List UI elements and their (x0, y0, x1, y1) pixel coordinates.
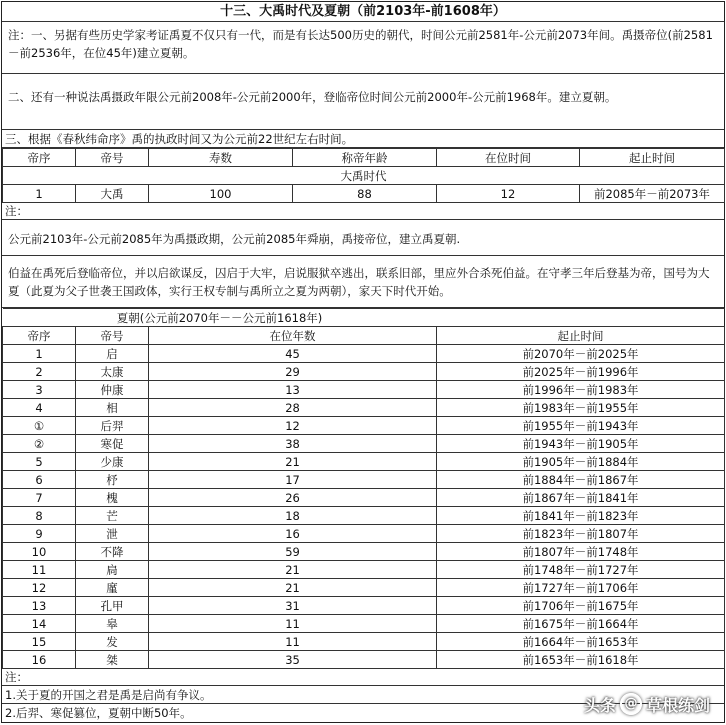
table-row (3, 651, 725, 669)
cell-name: 芒 (76, 507, 149, 525)
table-row (3, 507, 725, 525)
yu-table-caption: 大禹时代 (3, 167, 725, 185)
cell-order: 1 (3, 345, 76, 363)
cell-period: 前2085年－前2073年 (580, 185, 725, 203)
header-cell: 起止时间 (437, 327, 725, 345)
cell-name: 杼 (76, 471, 149, 489)
cell-order: 8 (3, 507, 76, 525)
cell-order: 14 (3, 615, 76, 633)
cell-name: 泄 (76, 525, 149, 543)
watermark-name: 草根练剑 (645, 695, 710, 715)
at-icon: @ (620, 693, 642, 715)
yu-table-caption-row (3, 167, 725, 185)
table-row (3, 633, 725, 651)
header-cell: 在位时间 (437, 149, 580, 167)
cell-years: 59 (149, 543, 437, 561)
cell-reign: 12 (437, 185, 580, 203)
xia-table-body (3, 345, 725, 669)
cell-name: 桀 (76, 651, 149, 669)
cell-period: 前1664年－前1653年 (437, 633, 725, 651)
yu-paragraph-1: 公元前2103年-公元前2085年为禹摄政期，公元前2085年舜崩，禹接帝位，建立禹夏朝. (2, 220, 724, 256)
table-row (3, 417, 725, 435)
header-cell: 帝序 (3, 327, 76, 345)
cell-years: 16 (149, 525, 437, 543)
cell-order: 12 (3, 579, 76, 597)
cell-years: 21 (149, 561, 437, 579)
header-cell: 帝号 (76, 149, 149, 167)
xia-dynasty-table (2, 308, 725, 669)
header-cell: 帝序 (3, 149, 76, 167)
cell-name: 大禹 (76, 185, 149, 203)
cell-order: ② (3, 435, 76, 453)
cell-period: 前1807年－前1748年 (437, 543, 725, 561)
header-cell: 寿数 (149, 149, 293, 167)
table-row (3, 345, 725, 363)
cell-name: 孔甲 (76, 597, 149, 615)
cell-name: 仲康 (76, 381, 149, 399)
cell-order: 9 (3, 525, 76, 543)
cell-years: 11 (149, 615, 437, 633)
cell-period: 前1884年－前1867年 (437, 471, 725, 489)
cell-order: 5 (3, 453, 76, 471)
table-row (3, 615, 725, 633)
cell-name: 廑 (76, 579, 149, 597)
table-row (3, 543, 725, 561)
cell-years: 31 (149, 597, 437, 615)
cell-name: 不降 (76, 543, 149, 561)
cell-order: 15 (3, 633, 76, 651)
cell-period: 前1727年－前1706年 (437, 579, 725, 597)
note-2: 二、还有一种说法禹摄政年限公元前2008年-公元前2000年，登临帝位时间公元前2000年-公元前1968年。建立夏朝。 (2, 74, 724, 130)
cell-order: 3 (3, 381, 76, 399)
cell-years: 21 (149, 453, 437, 471)
cell-crown-age: 88 (293, 185, 437, 203)
cell-order: 16 (3, 651, 76, 669)
cell-name: 启 (76, 345, 149, 363)
table-row (3, 489, 725, 507)
cell-name: 发 (76, 633, 149, 651)
cell-order: 6 (3, 471, 76, 489)
cell-years: 29 (149, 363, 437, 381)
cell-name: 后羿 (76, 417, 149, 435)
cell-years: 45 (149, 345, 437, 363)
note-1: 注：一、另据有些历史学家考证禹夏不仅只有一代，而是有长达500历史的朝代，时间公元前2581年-公元前2073年间。禹摄帝位(前2581－前2536年，在位45年)建立夏朝。 (2, 22, 724, 74)
xia-table-caption-row (3, 309, 725, 327)
header-cell: 起止时间 (580, 149, 725, 167)
cell-age: 100 (149, 185, 293, 203)
cell-name: 寒促 (76, 435, 149, 453)
cell-period: 前1983年－前1955年 (437, 399, 725, 417)
cell-name: 扃 (76, 561, 149, 579)
cell-years: 18 (149, 507, 437, 525)
table-row (3, 597, 725, 615)
cell-years: 21 (149, 579, 437, 597)
table-row (3, 579, 725, 597)
cell-period: 前2025年－前1996年 (437, 363, 725, 381)
xia-table-header-row (3, 327, 725, 345)
cell-name: 皋 (76, 615, 149, 633)
cell-period: 前1675年－前1664年 (437, 615, 725, 633)
cell-order: ① (3, 417, 76, 435)
table-row (3, 525, 725, 543)
cell-order: 11 (3, 561, 76, 579)
cell-order: 1 (3, 185, 76, 203)
cell-period: 前1905年－前1884年 (437, 453, 725, 471)
watermark (584, 691, 710, 717)
watermark-prefix: 头条 (583, 695, 616, 715)
cell-years: 28 (149, 399, 437, 417)
xia-note-label: 注： (2, 668, 724, 686)
header-cell: 帝号 (76, 327, 149, 345)
note-3: 三、根据《春秋纬命序》禹的执政时间又为公元前22世纪左右时间。 (2, 130, 724, 148)
yu-era-table (2, 148, 725, 203)
cell-name: 槐 (76, 489, 149, 507)
header-cell: 称帝年龄 (293, 149, 437, 167)
cell-order: 13 (3, 597, 76, 615)
table-row (3, 471, 725, 489)
table-row (3, 185, 725, 203)
page-title: 十三、大禹时代及夏朝（前2103年-前1608年） (2, 2, 724, 22)
cell-order: 7 (3, 489, 76, 507)
footnote-1: 1.关于夏的开国之君是禹是启尚有争议。 (2, 686, 724, 704)
cell-order: 10 (3, 543, 76, 561)
cell-years: 26 (149, 489, 437, 507)
cell-period: 前1943年－前1905年 (437, 435, 725, 453)
table-row (3, 453, 725, 471)
header-cell: 在位年数 (149, 327, 437, 345)
table-row (3, 561, 725, 579)
cell-order: 2 (3, 363, 76, 381)
footnote-2: 2.后羿、寒促篡位，夏朝中断50年。 (5, 706, 192, 720)
cell-years: 11 (149, 633, 437, 651)
xia-table-caption: 夏朝(公元前2070年－－公元前1618年) (3, 309, 437, 327)
cell-name: 太康 (76, 363, 149, 381)
cell-period: 前1996年－前1983年 (437, 381, 725, 399)
cell-years: 38 (149, 435, 437, 453)
table-row (3, 435, 725, 453)
document-sheet (1, 1, 725, 723)
cell-period: 前2070年－前2025年 (437, 345, 725, 363)
cell-period: 前1955年－前1943年 (437, 417, 725, 435)
yu-paragraph-2: 伯益在禹死后登临帝位，并以启欲谋反，囚启于大牢，启说服狱卒逃出，联系旧部，里应外合杀死伯益。在守孝三年后登基为帝，国号为大夏（此夏为父子世袭王国政体，实行王权专制与禹所立之夏为两朝），家天下时代开始。 (2, 256, 724, 308)
table-row (3, 399, 725, 417)
yu-table-header-row (3, 149, 725, 167)
cell-period: 前1706年－前1675年 (437, 597, 725, 615)
cell-years: 12 (149, 417, 437, 435)
cell-order: 4 (3, 399, 76, 417)
cell-years: 13 (149, 381, 437, 399)
table-row (3, 381, 725, 399)
cell-years: 17 (149, 471, 437, 489)
cell-period: 前1748年－前1727年 (437, 561, 725, 579)
table-row (3, 363, 725, 381)
cell-name: 相 (76, 399, 149, 417)
cell-period: 前1653年－前1618年 (437, 651, 725, 669)
cell-period: 前1841年－前1823年 (437, 507, 725, 525)
cell-period: 前1867年－前1841年 (437, 489, 725, 507)
cell-years: 35 (149, 651, 437, 669)
cell-period: 前1823年－前1807年 (437, 525, 725, 543)
cell-name: 少康 (76, 453, 149, 471)
yu-note-label: 注： (2, 202, 724, 220)
